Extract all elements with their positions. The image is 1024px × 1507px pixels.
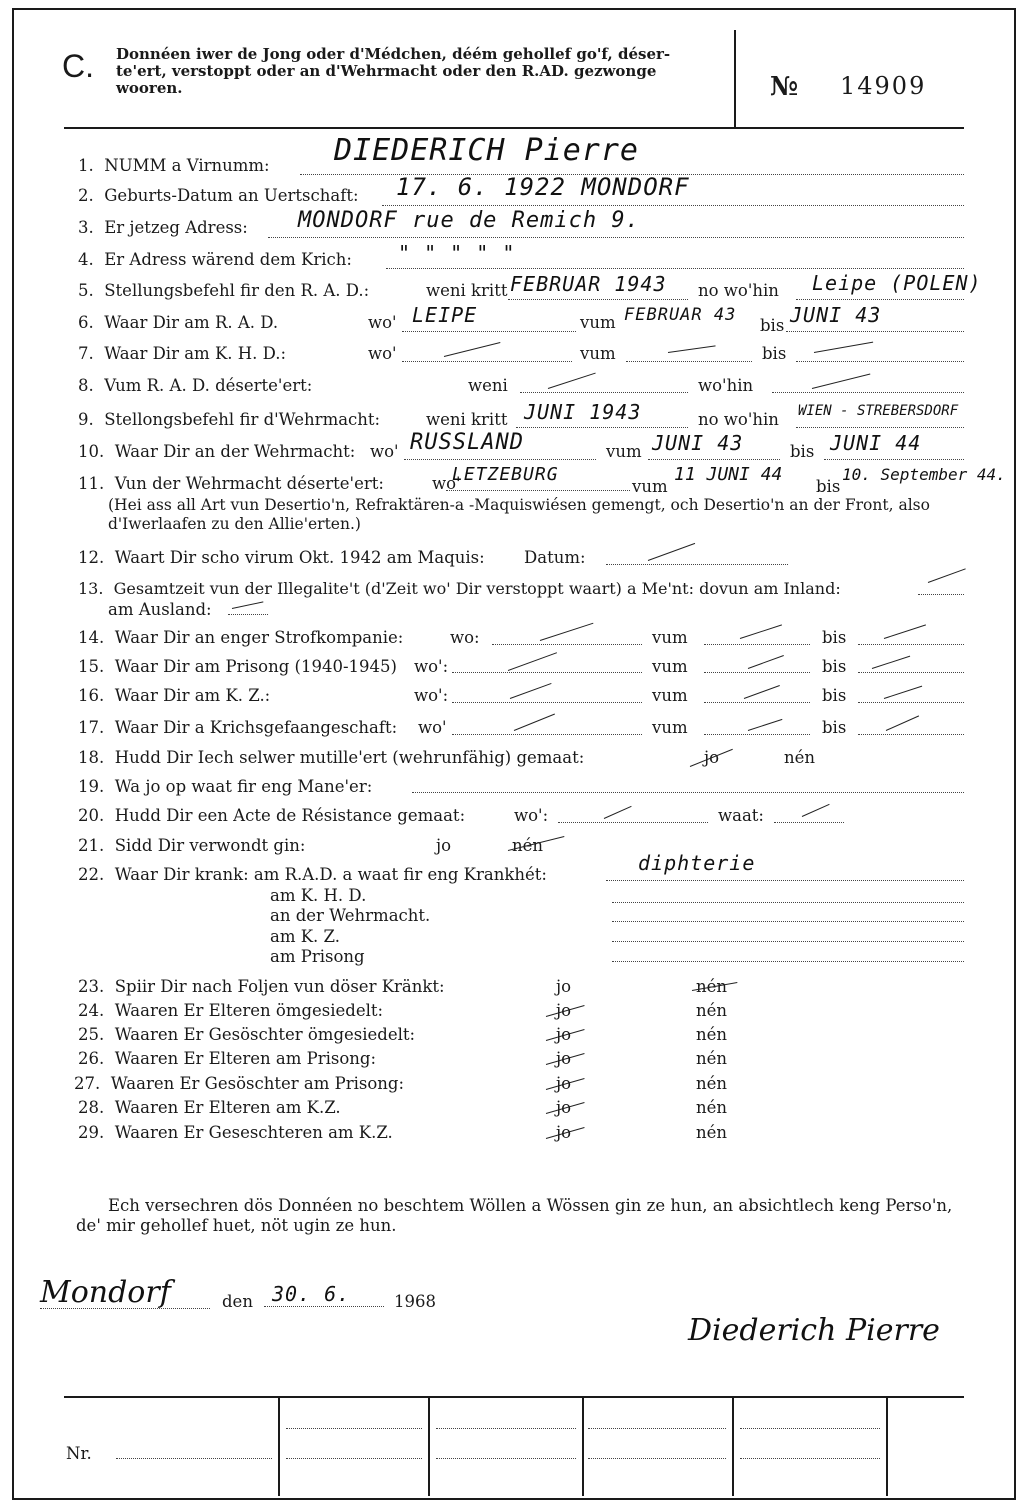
- row-9-line-a: [516, 427, 688, 428]
- row-5-weni: weni kritt: [426, 281, 508, 300]
- footer-line: [740, 1458, 880, 1459]
- row-18: 18. Hudd Dir Iech selwer mutille'ert (wehrunfähig) gemaat:: [78, 748, 585, 767]
- row-17-vum: vum: [652, 718, 688, 737]
- desertion-to-value: 10. September 44.: [842, 465, 1006, 484]
- row-5-wohin: no wo'hin: [698, 281, 779, 300]
- footer-col: [278, 1398, 280, 1496]
- row-28-yes: jo: [556, 1098, 572, 1117]
- row-15-wo: wo':: [414, 657, 449, 676]
- row-6-line-a: [402, 331, 576, 332]
- row-10-line-c: [824, 459, 964, 460]
- row-15-bis: bis: [822, 657, 847, 676]
- row-8-weni: weni: [468, 376, 508, 395]
- footer-line: [286, 1458, 422, 1459]
- row-13: 13. Gesamtzeit vun der Illegalite't (d'Zeit wo' Dir verstoppt waart) a Me'nt: dovun am Inland:: [78, 579, 841, 598]
- row-4: 4. Er Adress wärend dem Krich:: [78, 250, 352, 269]
- footer-col: [732, 1398, 734, 1496]
- row-15-vum: vum: [652, 657, 688, 676]
- row-11-vum: vum: [632, 477, 668, 496]
- row-21-yes: jo: [436, 836, 452, 855]
- row-3-line: [268, 237, 964, 238]
- row-28: 28. Waaren Er Elteren am K.Z.: [78, 1098, 341, 1117]
- row-13-ausland: am Ausland:: [108, 600, 212, 619]
- row-13-line-a: [918, 594, 964, 595]
- desertion-from-value: 11 JUNI 44: [674, 464, 783, 485]
- row-19: 19. Wa jo op waat fir eng Mane'er:: [78, 777, 373, 796]
- row-12-line: [606, 564, 788, 565]
- row-26-no: nén: [696, 1049, 728, 1068]
- row-15: 15. Waar Dir am Prisong (1940-1945): [78, 657, 397, 676]
- desertion-place-value: LETZEBURG: [452, 464, 559, 485]
- row-10-wo: wo': [370, 442, 399, 461]
- row-20-line-b: [774, 822, 844, 823]
- row-10: 10. Waar Dir an der Wehrmacht:: [78, 442, 356, 461]
- footer-line: [740, 1428, 880, 1429]
- row-16-line-a: [452, 702, 642, 703]
- rad-place-value: LEIPE: [412, 303, 478, 327]
- row-5-line-a: [508, 299, 688, 300]
- header-divider: [734, 30, 736, 128]
- row-3: 3. Er jetzeg Adress:: [78, 218, 248, 237]
- wehrmacht-order-value: JUNI 1943: [524, 400, 642, 424]
- row-16-vum: vum: [652, 686, 688, 705]
- row-24: 24. Waaren Er Elteren ömgesiedelt:: [78, 1001, 384, 1020]
- row-10-vum: vum: [606, 442, 642, 461]
- footer-col: [582, 1398, 584, 1496]
- row-15-line-c: [858, 672, 964, 673]
- row-18-no: nén: [784, 748, 816, 767]
- row-14-wo: wo:: [450, 628, 480, 647]
- illness-value: diphterie: [638, 851, 756, 875]
- row-8: 8. Vum R. A. D. déserte'ert:: [78, 376, 313, 395]
- row-4-line: [386, 268, 964, 269]
- row-17-line-a: [452, 734, 642, 735]
- rad-from-value: FEBRUAR 43: [624, 305, 737, 325]
- row-8-line-a: [520, 392, 688, 393]
- row-22-line-kz: [612, 941, 964, 942]
- row-7-bis: bis: [762, 344, 787, 363]
- nr-line: [116, 1458, 272, 1459]
- row-2: 2. Geburts-Datum an Uertschaft:: [78, 186, 359, 205]
- row-16-line-c: [858, 702, 964, 703]
- row-9-line-b: [796, 427, 964, 428]
- row-22-prisong: am Prisong: [270, 947, 365, 966]
- row-7-wo: wo': [368, 344, 397, 363]
- row-11-bis: bis: [816, 477, 841, 496]
- signature: Diederich Pierre: [688, 1313, 940, 1348]
- row-9-wohin: no wo'hin: [698, 410, 779, 429]
- row-18-yes: jo: [704, 748, 720, 767]
- row-22-kz: am K. Z.: [270, 927, 340, 946]
- row-27: 27. Waaren Er Gesöschter am Prisong:: [74, 1074, 405, 1093]
- row-27-yes: jo: [556, 1074, 572, 1093]
- row-13-line-b: [228, 614, 268, 615]
- row-6-wo: wo': [368, 313, 397, 332]
- row-16-bis: bis: [822, 686, 847, 705]
- row-9: 9. Stellongsbefehl fir d'Wehrmacht:: [78, 410, 381, 429]
- row-11-wo: wo': [432, 474, 461, 493]
- row-22-line-khd: [612, 902, 964, 903]
- row-1: 1. NUMM a Virnumm:: [78, 156, 270, 175]
- footer-line: [286, 1428, 422, 1429]
- row-6-line-b: [786, 331, 964, 332]
- row-25: 25. Waaren Er Gesöschter ömgesiedelt:: [78, 1025, 416, 1044]
- section-letter: C.: [62, 48, 94, 84]
- row-16-wo: wo':: [414, 686, 449, 705]
- row-23-no: nén: [696, 977, 728, 996]
- row-7: 7. Waar Dir am K. H. D.:: [78, 344, 287, 363]
- row-19-line: [412, 792, 964, 793]
- row-29-no: nén: [696, 1123, 728, 1142]
- row-7-line-b: [626, 361, 752, 362]
- row-5-line-b: [796, 299, 964, 300]
- row-29-yes: jo: [556, 1123, 572, 1142]
- row-12-datum: Datum:: [524, 548, 586, 567]
- row-17-line-c: [858, 734, 964, 735]
- form-title: Donnéen iwer de Jong oder d'Médchen, déém gehollef go'f, déser-te'ert, verstoppt oder an d'Wehrmacht oder den R.AD. gezwonge wooren.: [116, 45, 671, 97]
- row-16-line-b: [704, 702, 810, 703]
- desertion-note: (Hei ass all Art vun Desertio'n, Refraktären-a -Maquiswiésen gemengt, och Desertio'n an der Front, also d'Iwerlaafen zu den Allie'erten.): [108, 496, 930, 533]
- row-20: 20. Hudd Dir een Acte de Résistance gemaat:: [78, 806, 466, 825]
- row-14-vum: vum: [652, 628, 688, 647]
- row-20-waat: waat:: [718, 806, 764, 825]
- row-9-weni: weni kritt: [426, 410, 508, 429]
- row-21: 21. Sidd Dir verwondt gin:: [78, 836, 306, 855]
- row-25-yes: jo: [556, 1025, 572, 1044]
- row-6-vum: vum: [580, 313, 616, 332]
- footer-rule-top: [64, 1396, 964, 1398]
- row-8-wohin: wo'hin: [698, 376, 754, 395]
- row-22-wehrmacht: an der Wehrmacht.: [270, 906, 431, 925]
- row-27-no: nén: [696, 1074, 728, 1093]
- birth-value: 17. 6. 1922 MONDORF: [396, 173, 690, 201]
- row-15-line-b: [704, 672, 810, 673]
- date-line: [264, 1306, 384, 1307]
- row-6: 6. Waar Dir am R. A. D.: [78, 313, 279, 332]
- row-2-line: [382, 205, 964, 206]
- row-24-no: nén: [696, 1001, 728, 1020]
- row-24-yes: jo: [556, 1001, 572, 1020]
- den-label: den: [222, 1292, 253, 1311]
- row-22-line-pr: [612, 961, 964, 962]
- row-26: 26. Waaren Er Elteren am Prisong:: [78, 1049, 377, 1068]
- nr-label: Nr.: [66, 1444, 92, 1463]
- sign-year: 1968: [394, 1292, 436, 1311]
- row-5: 5. Stellungsbefehl fir den R. A. D.:: [78, 281, 370, 300]
- row-17-wo: wo': [418, 718, 447, 737]
- row-8-line-b: [772, 392, 964, 393]
- header-rule: [64, 127, 964, 129]
- row-17: 17. Waar Dir a Krichsgefaangeschaft:: [78, 718, 398, 737]
- row-14-bis: bis: [822, 628, 847, 647]
- row-25-no: nén: [696, 1025, 728, 1044]
- place-line: [40, 1308, 210, 1309]
- wehrmacht-to-value: JUNI 44: [830, 431, 922, 455]
- footer-line: [436, 1458, 576, 1459]
- row-10-line-a: [404, 459, 596, 460]
- row-10-line-b: [648, 459, 780, 460]
- row-10-bis: bis: [790, 442, 815, 461]
- row-17-bis: bis: [822, 718, 847, 737]
- footer-line: [588, 1428, 726, 1429]
- row-21-no: nén: [512, 836, 544, 855]
- row-7-line-c: [796, 361, 964, 362]
- rad-to-value: JUNI 43: [790, 303, 882, 327]
- row-22: 22. Waar Dir krank: am R.A.D. a waat fir eng Krankhét:: [78, 865, 547, 884]
- row-20-wo: wo':: [514, 806, 549, 825]
- row-22-khd: am K. H. D.: [270, 886, 367, 905]
- name-value: DIEDERICH Pierre: [334, 133, 639, 168]
- wehrmacht-place-value: RUSSLAND: [410, 430, 524, 455]
- form-number: 14909: [840, 72, 927, 100]
- row-14-line-a: [492, 644, 642, 645]
- wehrmacht-dest-value: WIEN - STREBERSDORF: [798, 403, 959, 419]
- row-26-yes: jo: [556, 1049, 572, 1068]
- row-7-vum: vum: [580, 344, 616, 363]
- row-23-yes: jo: [556, 977, 572, 996]
- row-11: 11. Vun der Wehrmacht déserte'ert:: [78, 474, 384, 493]
- row-23: 23. Spiir Dir nach Foljen vun döser Kränkt:: [78, 977, 445, 996]
- row-14: 14. Waar Dir an enger Strofkompanie:: [78, 628, 404, 647]
- row-15-line-a: [452, 672, 642, 673]
- row-6-bis: bis: [760, 316, 785, 335]
- war-address-value: " " " " ": [398, 241, 516, 265]
- sign-date: 30. 6.: [272, 1282, 351, 1306]
- row-20-line-a: [558, 822, 708, 823]
- row-29: 29. Waaren Er Geseschteren am K.Z.: [78, 1123, 393, 1142]
- row-12: 12. Waart Dir scho virum Okt. 1942 am Maquis:: [78, 548, 485, 567]
- row-22-line: [606, 880, 964, 881]
- place-signature: Mondorf: [40, 1275, 171, 1310]
- footer-line: [436, 1428, 576, 1429]
- row-17-line-b: [704, 734, 810, 735]
- row-11-line-a: [446, 490, 630, 491]
- declaration-text: Ech versechren dös Donnéen no beschtem Wöllen a Wössen gin ze hun, an absichtlech keng Perso'n, de' mir gehollef huet, nöt ugin ze hun.: [76, 1196, 953, 1235]
- wehrmacht-from-value: JUNI 43: [652, 431, 744, 455]
- row-22-line-wm: [612, 921, 964, 922]
- rad-dest-value: Leipe (POLEN): [812, 271, 982, 295]
- address-value: MONDORF rue de Remich 9.: [298, 208, 640, 233]
- row-16: 16. Waar Dir am K. Z.:: [78, 686, 271, 705]
- row-7-line-a: [402, 361, 572, 362]
- rad-order-value: FEBRUAR 1943: [510, 272, 667, 296]
- number-sign: №: [770, 72, 799, 102]
- footer-col: [886, 1398, 888, 1496]
- row-14-line-c: [858, 644, 964, 645]
- footer-col: [428, 1398, 430, 1496]
- row-14-line-b: [704, 644, 810, 645]
- footer-line: [588, 1458, 726, 1459]
- row-28-no: nén: [696, 1098, 728, 1117]
